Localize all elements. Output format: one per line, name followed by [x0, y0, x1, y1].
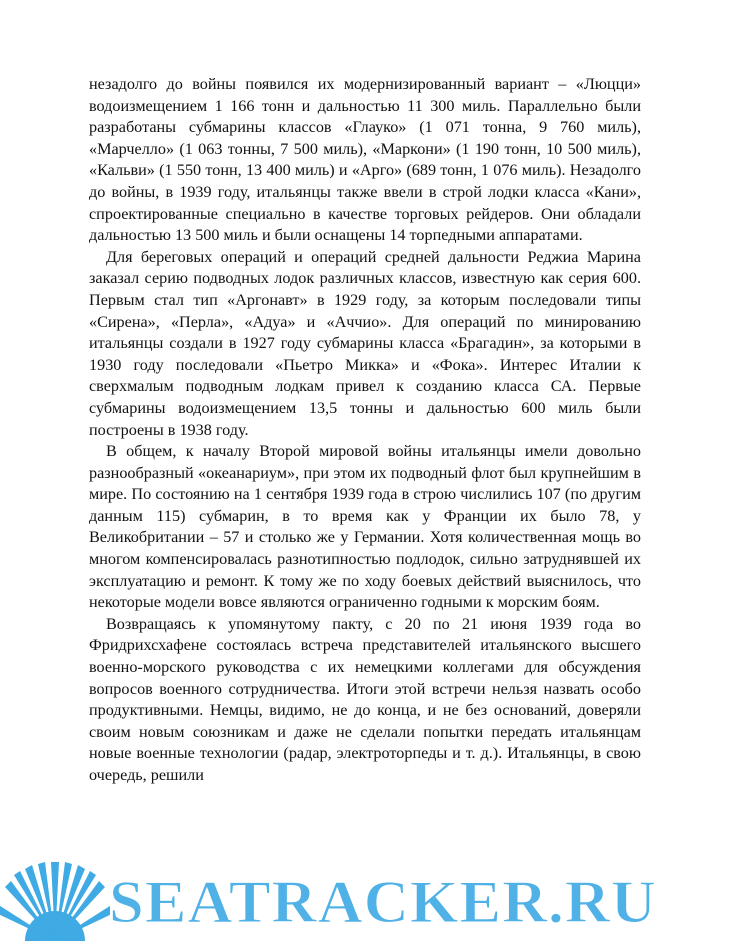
- watermark: [0, 826, 729, 941]
- paragraph-2: Для береговых операций и операций средней дальности Реджиа Марина заказал серию подводных лодок различных классов, известную как серия 600. Первым стал тип «Аргонавт» в 1929 году, за которым последовали типы «Сирена», «Перла», «Адуа» и «Аччио». Для операций по минированию итальянцы создали в 1927 году субмарины класса «Брагадин», за которыми в 1930 году последовали «Пьетро Микка» и «Фока». Интерес Италии к сверхмалым подводным лодкам привел к созданию класса СА. Первые субмарины водоизмещением 13,5 тонны и дальностью 600 миль были построены в 1938 году.: [89, 247, 641, 439]
- sun-icon: [0, 832, 110, 941]
- page-body: [89, 74, 641, 787]
- paragraph-3: В общем, к началу Второй мировой войны итальянцы имели довольно разнообразный «океанариум», при этом их подводный флот был крупнейшим в мире. По состоянию на 1 сентября 1939 года в строю числились 107 (по другим данным 115) субмарин, в то время как у Франции их было 78, у Великобритании – 57 и столько же у Германии. Хотя количественная мощь во многом компенсировалась разнотипностью подлодок, сильно затруднявшей их эксплуатацию и ремонт. К тому же по ходу боевых действий выяснилось, что некоторые модели вовсе являются ограниченно годными к морским боям.: [89, 442, 641, 612]
- paragraph-1: незадолго до войны появился их модернизированный вариант – «Люцци» водоизмещением 1 166 тонн и дальностью 11 300 миль. Параллельно были разработаны субмарины классов «Глауко» (1 071 тонна, 9 760 миль), «Марчелло» (1 063 тонны, 7 500 миль), «Маркони» (1 190 тонн, 10 500 миль), «Кальви» (1 550 тонн, 13 400 миль) и «Арго» (689 тонн, 1 076 миль). Незадолго до войны, в 1939 году, итальянцы также ввели в строй лодки класса «Кани», спроектированные специально в качестве торговых рейдеров. Они обладали дальностью 13 500 миль и были оснащены 14 торпедными аппаратами.: [89, 75, 641, 245]
- watermark-text: SEATRACKER.RU: [109, 869, 658, 935]
- paragraph-4: Возвращаясь к упомянутому пакту, с 20 по 21 июня 1939 года во Фридрихсхафене состоялась встреча представителей итальянского высшего военно-морского руководства с их немецкими коллегами для обсуждения вопросов военного сотрудничества. Итоги этой встречи нельзя назвать особо продуктивными. Немцы, видимо, не до конца, и не без оснований, доверяли своим новым союзникам и даже не сделали попытки передать итальянцам новые военные технологии (радар, электроторпеды и т. д.). Итальянцы, в свою очередь, решили: [89, 614, 641, 784]
